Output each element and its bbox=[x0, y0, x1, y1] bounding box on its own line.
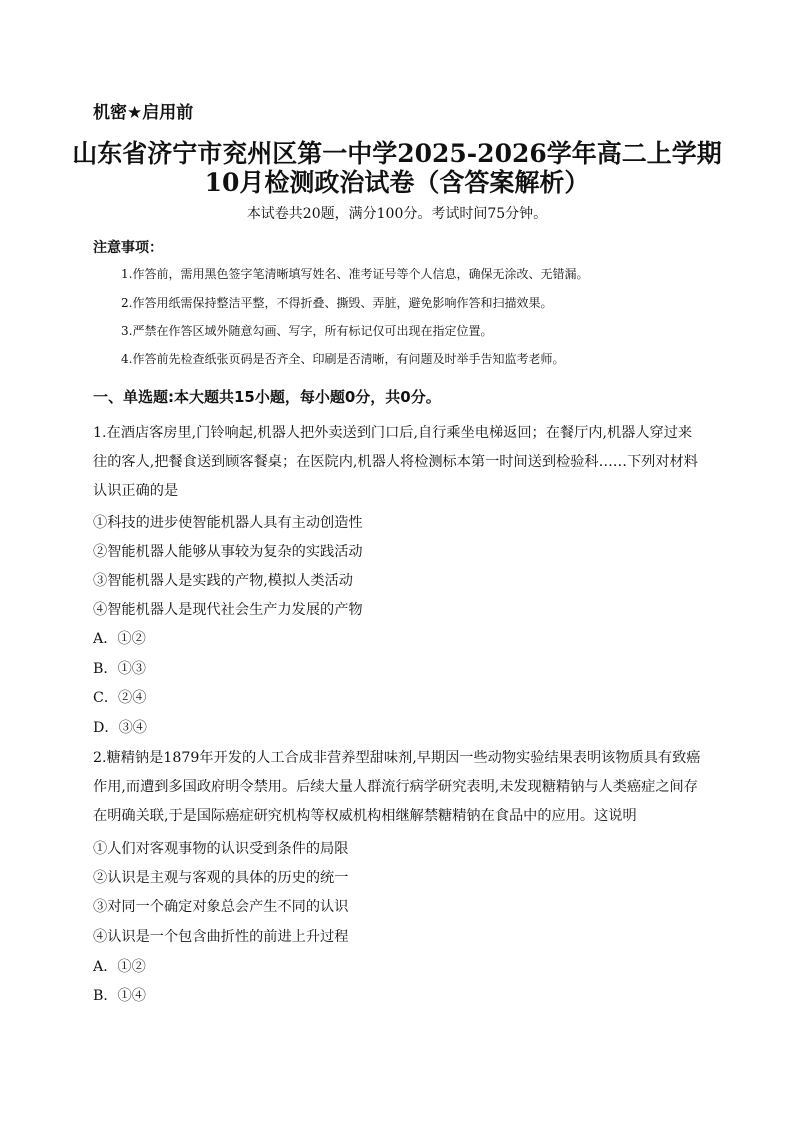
question-statement: ④智能机器人是现代社会生产力发展的产物 bbox=[93, 602, 363, 618]
notice-item: 2.作答用纸需保持整洁平整，不得折叠、撕毁、弄脏，避免影响作答和扫描效果。 bbox=[121, 296, 553, 310]
answer-option-a[interactable]: A．①② bbox=[93, 959, 146, 975]
exam-subtitle: 本试卷共20题，满分100分。考试时间75分钟。 bbox=[246, 206, 548, 222]
answer-option-b[interactable]: B．①④ bbox=[93, 988, 146, 1004]
answer-option-c[interactable]: C．②④ bbox=[93, 690, 147, 706]
question-statement: ①人们对客观事物的认识受到条件的局限 bbox=[93, 841, 349, 857]
notice-item: 4.作答前先检查纸张页码是否齐全、印刷是否清晰，有问题及时举手告知监考老师。 bbox=[121, 352, 565, 366]
notice-heading: 注意事项： bbox=[93, 240, 163, 256]
answer-option-d[interactable]: D．③④ bbox=[93, 720, 147, 736]
question-statement: ②智能机器人能够从事较为复杂的实践活动 bbox=[93, 544, 363, 560]
answer-option-a[interactable]: A．①② bbox=[93, 631, 146, 647]
question-statement: ③智能机器人是实践的产物,模拟人类活动 bbox=[93, 573, 353, 589]
question-statement: ②认识是主观与客观的具体的历史的统一 bbox=[93, 870, 349, 886]
question-statement: ④认识是一个包含曲折性的前进上升过程 bbox=[93, 929, 349, 945]
section-title: 一、单选题:本大题共15小题，每小题0分，共0分。 bbox=[93, 388, 441, 406]
notice-item: 1.作答前，需用黑色签字笔清晰填写姓名、准考证号等个人信息，确保无涂改、无错漏。 bbox=[121, 267, 589, 281]
answer-option-b[interactable]: B．①③ bbox=[93, 661, 146, 677]
exam-title-line2: 10月检测政治试卷（含答案解析） bbox=[204, 168, 590, 197]
exam-title-line1: 山东省济宁市兖州区第一中学2025-2026学年高二上学期 bbox=[72, 139, 722, 168]
confidential-label: 机密★启用前 bbox=[93, 103, 194, 123]
question-stem: 2.糖精钠是1879年开发的人工合成非营养型甜味剂,早期因一些动物实验结果表明该物质具有致癌作用,而遭到多国政府明令禁用。后续大量人群流行病学研究表明,未发现糖精钠与人类癌症之间存在明确关联,于是国际癌症研究机构等权威机构相继解禁糖精钠在食品中的应用。这说明 bbox=[93, 750, 701, 824]
question-statement: ③对同一个确定对象总会产生不同的认识 bbox=[93, 899, 349, 915]
notice-item: 3.严禁在作答区域外随意勾画、写字，所有标记仅可出现在指定位置。 bbox=[121, 324, 493, 338]
question-statement: ①科技的进步使智能机器人具有主动创造性 bbox=[93, 515, 363, 531]
question-stem: 1.在酒店客房里,门铃响起,机器人把外卖送到门口后,自行乘坐电梯返回；在餐厅内,机器人穿过来往的客人,把餐食送到顾客餐桌；在医院内,机器人将检测标本第一时间送到检验科……下列对材料认识正确的是 bbox=[93, 425, 698, 499]
